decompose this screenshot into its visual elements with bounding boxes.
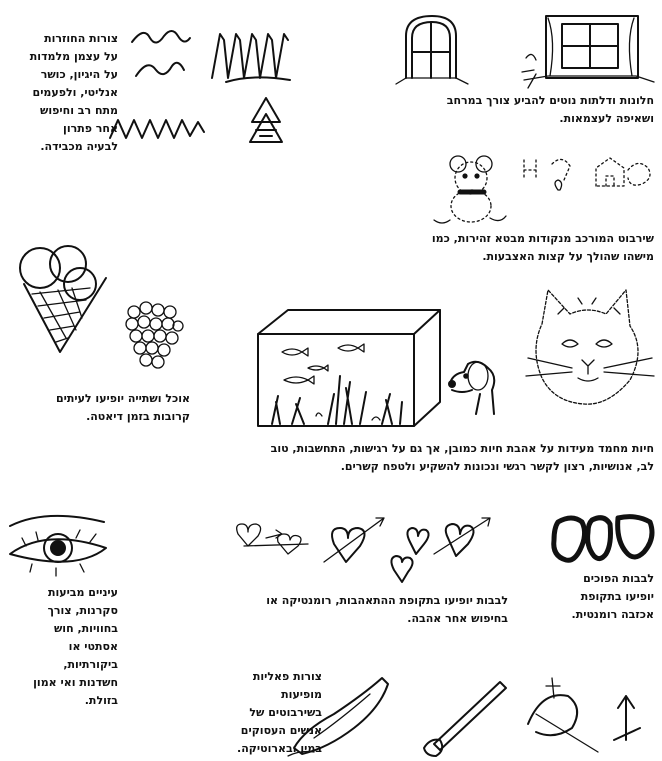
caption-inverted-hearts: לבבות הפוכים יופיעו בתקופת אכזבה רומנטית. (571, 572, 654, 621)
caption-food: אוכל ושתייה יופיעו לעיתים קרובות בזמן דיאטה. (55, 392, 190, 423)
caption-pets: חיות מחמד מעידות על אהבת חיות כמובן, אך גם על רגישות, התחשבות, טוב לב, אנושיות, רצון לקשר רגשי ונכונות להשקיע ולטפח קשרים. (270, 442, 654, 473)
repeating-loops-doodle (206, 26, 296, 86)
inverted-hearts-doodle (548, 510, 658, 568)
caption-dots: שירבוט המורכב מנקודות מבטא זהירות, כמו מישהו שהולך על קצות האצבעות. (431, 232, 654, 263)
caption-hearts: לבבות יופיעו בתקופת ההתאהבות, רומנטיקה או בחיפוש אחר אהבה. (266, 594, 508, 625)
zigzag-doodle (108, 114, 206, 144)
caption-repeating-shapes: צורות החוזרות על עצמן מלמדות על היגיון, כושר אנליטי, ולפעמים מתח רב וחיפוש אחר פתרון לבעיה מכבידה. (29, 32, 118, 153)
window-doodle (392, 10, 470, 86)
caption-windows: חלונות ודלתות נוטים להביע צורך במרחב ושאיפה לעצמאות. (446, 94, 654, 125)
grapes-doodle (122, 298, 184, 372)
window-with-curtains-doodle (518, 10, 658, 94)
dotted-teddy-bear-doodle (428, 150, 510, 230)
dotted-shapes-doodle (512, 150, 656, 214)
eye-doodle (6, 508, 110, 580)
cat-face-doodle (518, 284, 658, 412)
hearts-with-arrows-doodle (218, 508, 494, 588)
ice-cream-cone-doodle (10, 238, 114, 356)
caption-eyes: עיניים מביעות סקרנות, צורך בחוויות, חוש אסתטי או ביקורתיות, חשדנות ואי אמון בזולת. (33, 586, 118, 707)
spiral-loops-doodle (126, 22, 192, 86)
dog-doodle (444, 354, 510, 420)
aquarium-doodle (252, 304, 448, 432)
triangles-doodle (246, 94, 286, 150)
phallic-shapes-doodle (284, 668, 656, 758)
caption-phallic-shapes: צורות פאליות מופיעות בשירבוטים של אנשים העסוקים במין ובארוטיקה. (237, 670, 322, 755)
